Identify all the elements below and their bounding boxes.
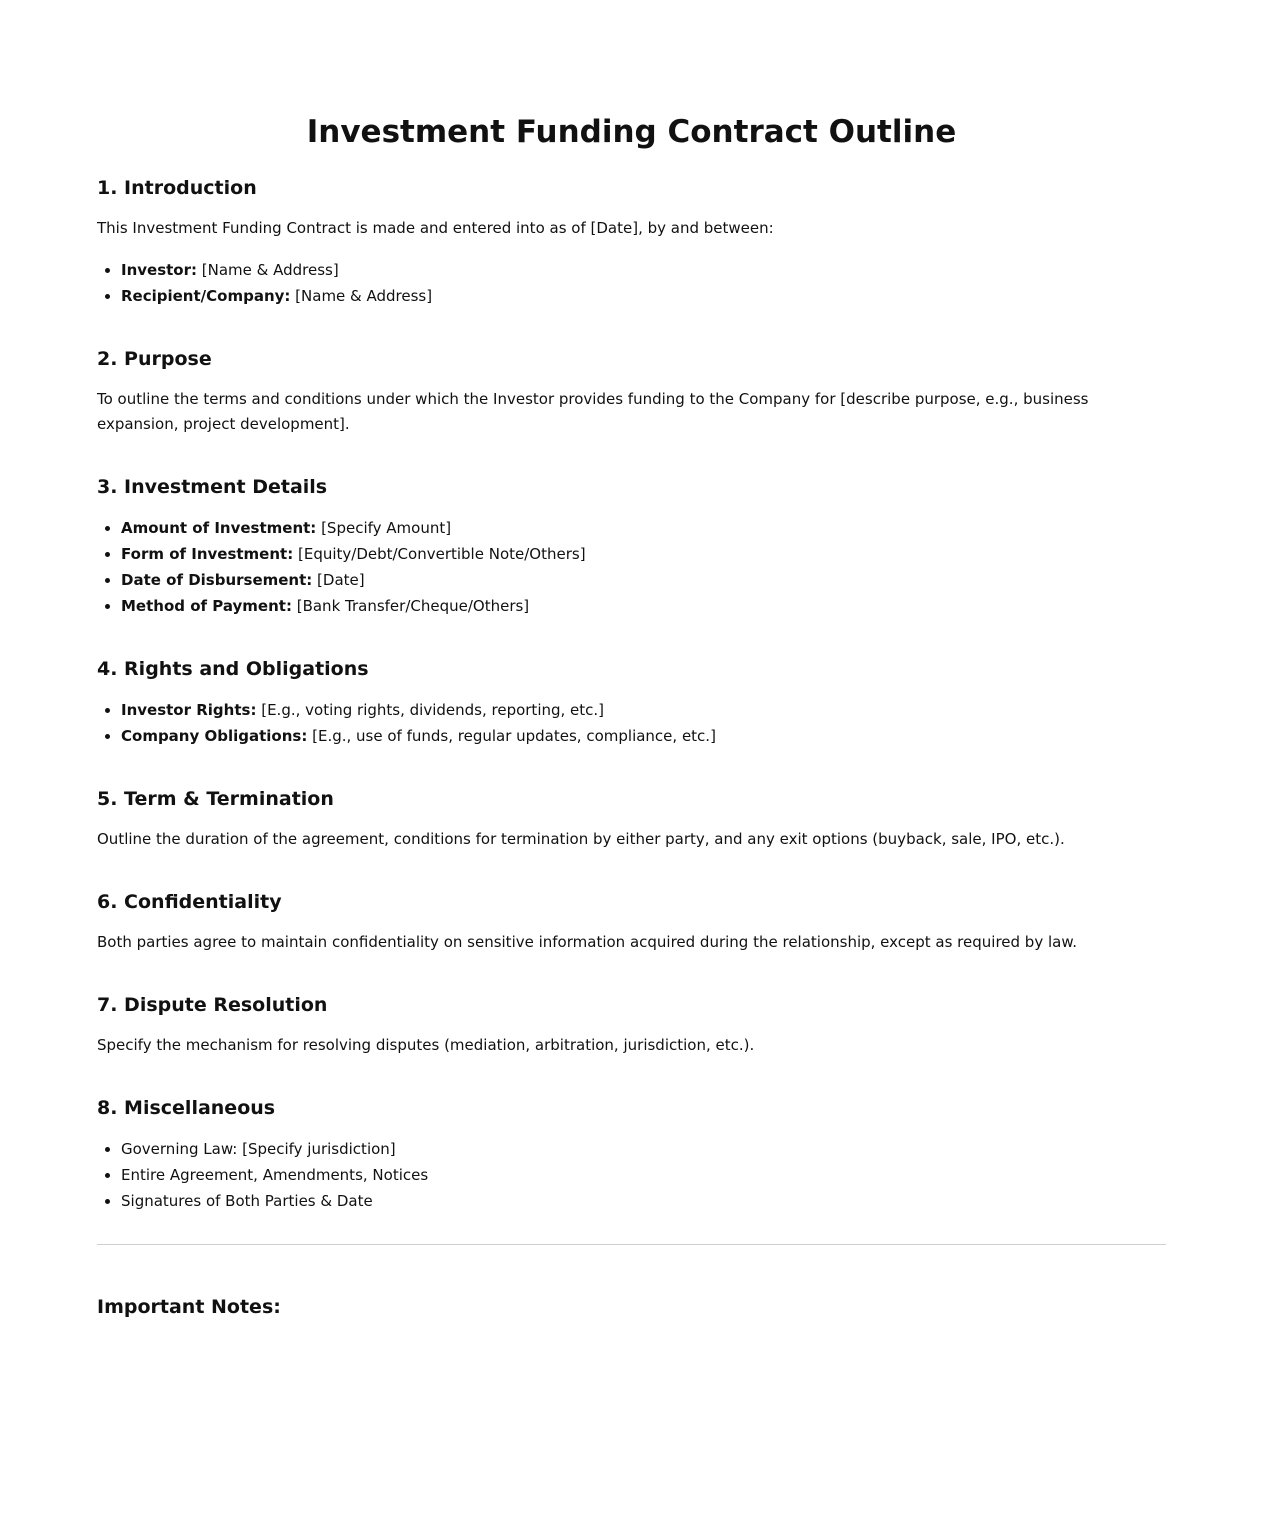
list-item xyxy=(121,283,1166,309)
item-label: Date of Disbursement: xyxy=(121,571,313,589)
document-title: Investment Funding Contract Outline xyxy=(306,114,957,150)
section-confidentiality xyxy=(97,890,1166,955)
list-item: • Entire Agreement, Amendments, Notices xyxy=(121,1162,1166,1188)
section-text: Outline the duration of the agreement, conditions for termination by either party, and any exit options (buyback, sale, IPO, etc.). xyxy=(97,830,1065,848)
item-value: [Bank Transfer/Cheque/Others] xyxy=(291,597,530,615)
list-item xyxy=(121,593,1166,619)
section-heading: 2. Purpose xyxy=(97,348,212,370)
item-value: [Equity/Debt/Convertible Note/Others] xyxy=(293,545,586,563)
section-investment-details xyxy=(97,475,1166,619)
parties-list xyxy=(97,257,1166,309)
item-label: Form of Investment: xyxy=(121,545,294,563)
section-heading: 5. Term & Termination xyxy=(97,788,334,810)
section-text: To outline the terms and conditions under which the Investor provides funding to the Company for [describe purpose, e.g., business expansion, project development]. xyxy=(97,390,1089,433)
item-label: Investor Rights: xyxy=(121,701,257,719)
section-purpose xyxy=(97,347,1166,437)
section-miscellaneous xyxy=(97,1096,1166,1214)
list-item: • Signatures of Both Parties & Date xyxy=(121,1188,1166,1214)
investment-details-list xyxy=(97,515,1166,619)
item-label: Method of Payment: xyxy=(121,597,292,615)
miscellaneous-list xyxy=(97,1136,1166,1214)
item-value: [E.g., voting rights, dividends, reporting, etc.] xyxy=(256,701,605,719)
item-value: [Date] xyxy=(312,571,365,589)
section-heading: 8. Miscellaneous xyxy=(97,1097,276,1119)
section-heading: 7. Dispute Resolution xyxy=(97,994,328,1016)
section-heading: 6. Confidentiality xyxy=(97,891,282,913)
item-label: Amount of Investment: xyxy=(121,519,317,537)
item-value: [Name & Address] xyxy=(197,261,339,279)
list-item xyxy=(121,541,1166,567)
section-text: Both parties agree to maintain confidentiality on sensitive information acquired during the relationship, except as required by law. xyxy=(97,933,1077,951)
section-dispute-resolution xyxy=(97,993,1166,1058)
item-value: [Specify Amount] xyxy=(316,519,452,537)
divider xyxy=(97,1244,1166,1245)
list-item: • Governing Law: [Specify jurisdiction] xyxy=(121,1136,1166,1162)
list-item xyxy=(121,257,1166,283)
item-value: [Name & Address] xyxy=(290,287,433,305)
section-heading: 4. Rights and Obligations xyxy=(97,658,369,680)
section-text: This Investment Funding Contract is made and entered into as of [Date], by and between: xyxy=(97,219,774,237)
item-value: [E.g., use of funds, regular updates, compliance, etc.] xyxy=(307,727,716,745)
section-term-termination xyxy=(97,787,1166,852)
list-item xyxy=(121,515,1166,541)
notes-heading: Important Notes: xyxy=(97,1296,281,1318)
list-item xyxy=(121,697,1166,723)
list-item xyxy=(121,723,1166,749)
section-rights-obligations xyxy=(97,657,1166,749)
list-item xyxy=(121,567,1166,593)
section-text: Specify the mechanism for resolving disputes (mediation, arbitration, jurisdiction, etc.). xyxy=(97,1036,755,1054)
rights-list xyxy=(97,697,1166,749)
item-label: Recipient/Company: xyxy=(121,287,291,305)
section-introduction xyxy=(97,176,1166,309)
section-heading: 1. Introduction xyxy=(97,177,257,199)
item-label: Investor: xyxy=(121,261,198,279)
section-heading: 3. Investment Details xyxy=(97,476,328,498)
item-label: Company Obligations: xyxy=(121,727,308,745)
